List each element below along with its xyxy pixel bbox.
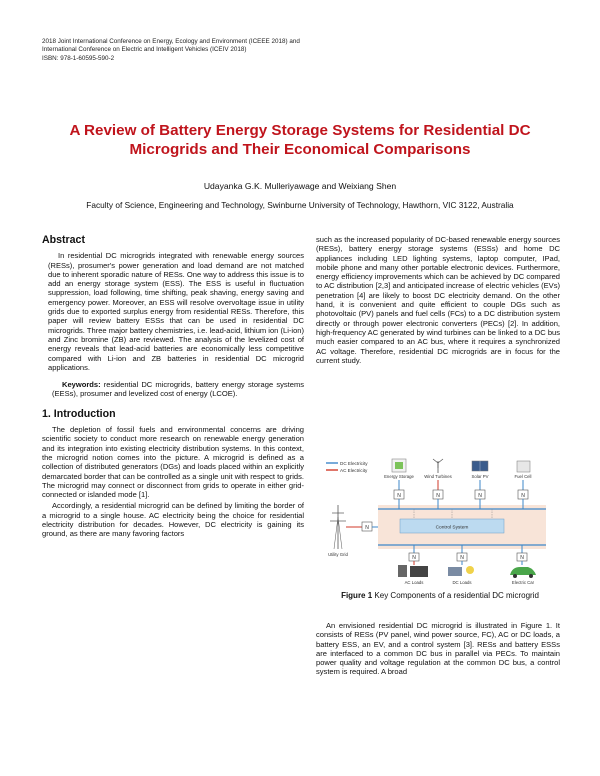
ac-loads (398, 565, 428, 585)
utility-grid (328, 505, 348, 557)
keywords-text: residential DC microgrids, battery energy storage systems (EESs), prosumer and levelized cost of energy (LCOE). (52, 380, 304, 399)
source-label-wind: Wind Turbines (424, 474, 452, 479)
figure-caption (318, 591, 562, 601)
paper-title-line-1: A Review of Battery Energy Storage Systems for Residential DC (69, 122, 531, 139)
intro-paragraph-3: such as the increased popularity of DC-based renewable energy sources (RESs), battery energy storage systems (ESSs) and home DC appliances including LED lighting systems, laptop computer, IPad, mobile phone and many other portable electronic devices. Furthermore, energy efficiency improvements which can be achieved by DC compared to AC distribution [2,3] and anticipated increase of electric vehicles (EVs) penetration [4] are likely to boost DC electricity demand. On the other hand, it is convenient and quite efficient to couple DGs such as photovoltaic (PV) panels and fuel cells (FCs) to a DC distribution system directly or through power electronic converters (PECs) [2]. In addition, high-frequency AC generated by wind turbines can be linked to a DC bus much easier compared to an AC bus, where it requires a synchronized AC voltage. Therefore, residential DC microgrids are in focus for the current study. (316, 235, 560, 365)
television-icon (410, 566, 428, 577)
intro-paragraph-4: An envisioned residential DC microgrid is illustrated in Figure 1. It consists of RESs (PV panel, wind power source, FC), AC or DC loads, a battery ESS, an EV, and a control system [3]. RESs and battery ESSs are interfaced to a common DC bus in parallel via PECs. To maintain power quality and voltage regulation at the common DC bus, a control system is required. A broad (316, 621, 560, 677)
load-label-ac: AC Loads (404, 580, 424, 585)
svg-text:N: N (520, 555, 524, 561)
left-column (42, 236, 304, 539)
svg-text:N: N (397, 493, 401, 499)
wind-turbine-source (424, 459, 451, 479)
load-label-car: Electric Car (511, 580, 535, 585)
microgrid-figure (322, 457, 558, 587)
right-column-bottom (316, 621, 560, 677)
author-list: Udayanka G.K. Mulleriyawage and Weixiang Shen (203, 181, 397, 191)
source-label-storage: Energy Storage (384, 474, 414, 479)
fuel-cell-source (515, 461, 532, 479)
intro-paragraph-1: The depletion of fossil fuels and environmental concerns are driving scientific society to conduct more research on renewable energy generation and its integration into existing electricity distribution systems. In this context, the microgrid notion comes into the picture. A microgrid is defined as a collection of distributed generators (DGs) and loads placed within an explicitly demarcated border that can be controlled as a single unit with respect to grids. The microgrid may connect or disconnect from grids to operate in either grid-connected or islanded mode [1]. (42, 425, 304, 500)
light-bulb-icon (466, 566, 474, 574)
svg-text:N: N (412, 555, 416, 561)
figure-caption-text: Key Components of a residential DC microgrid (372, 591, 539, 600)
svg-text:N: N (521, 493, 525, 499)
conference-line-1: 2018 Joint International Conference on Energy, Ecology and Environment (ICEEE 2018) and (42, 38, 300, 45)
legend-dc-text: DC Electricity (340, 461, 368, 466)
keywords-label: Keywords: (62, 380, 101, 390)
top-converters (394, 490, 528, 499)
author-affiliation: Faculty of Science, Engineering and Technology, Swinburne University of Technology, Hawthorn, VIC 3122, Australia (86, 200, 514, 210)
electric-car-load (510, 567, 536, 585)
washing-machine-icon (398, 565, 407, 577)
battery-charge-icon (395, 462, 403, 469)
dc-loads (448, 566, 474, 585)
laptop-icon (448, 567, 462, 576)
right-column-top (316, 235, 560, 365)
legend-ac-text: AC Electricity (340, 468, 368, 473)
svg-text:N: N (478, 493, 482, 499)
keywords-paragraph (42, 380, 304, 399)
abstract-body: In residential DC microgrids integrated with renewable energy sources (RESs), prosumer's power generation and load demand are not matched due to inherent sporadic nature of RESs. One way to address this issue is to add an energy storage system (ESS). The ESS is useful in fluctuation suppression, load following, time shifting, peak shaving, energy saving and emergency power. Moreover, an ESS will resolve overvoltage issue in utility grids due to exported surplus energy from residential RESs. Therefore, this paper will review battery ESSs that can be used in residential DC microgrids. Three major battery chemistries, i.e. lead-acid, lithium ion (Li-ion) and Zinc bromine (ZB) are reviewed. The analysis of the levelized cost of energy reveals that lead-acid batteries are economically less competitive compared with Li-ion and ZB batteries in residential DC microgrid applications. (48, 251, 304, 372)
abstract-heading: Abstract (42, 234, 85, 246)
fuel-cell-icon (517, 461, 530, 472)
conference-line-2: International Conference on Electric and Intelligent Vehicles (ICEIV 2018) (42, 46, 247, 54)
source-label-fuel-cell: Fuel Cell (514, 474, 532, 479)
figure-caption-label: Figure 1 (341, 591, 373, 600)
conference-header (42, 38, 562, 63)
paper-title (40, 121, 560, 159)
source-label-solar: Solar PV (471, 474, 489, 479)
electric-car-icon (510, 567, 536, 575)
load-label-dc: DC Loads (452, 580, 472, 585)
grid-label: Utility Grid (328, 552, 348, 557)
svg-text:N: N (436, 493, 440, 499)
intro-paragraph-2: Accordingly, a residential microgrid can be defined by limiting the border of a microgrid to a single house. AC electricity being the choice for residential electricity distribution for decades. However, DC electricity is gaining its ground, as there are many favoring factors (42, 501, 304, 539)
svg-text:N: N (460, 555, 464, 561)
solar-pv-source (472, 461, 489, 479)
paper-title-line-2: Microgrids and Their Economical Comparisons (129, 141, 471, 158)
svg-text:N: N (365, 525, 369, 531)
control-system-label: Control System (435, 525, 469, 531)
introduction-heading: 1. Introduction (42, 407, 116, 420)
energy-storage-source (384, 459, 414, 479)
isbn-line: ISBN: 978-1-60595-590-2 (42, 54, 115, 62)
